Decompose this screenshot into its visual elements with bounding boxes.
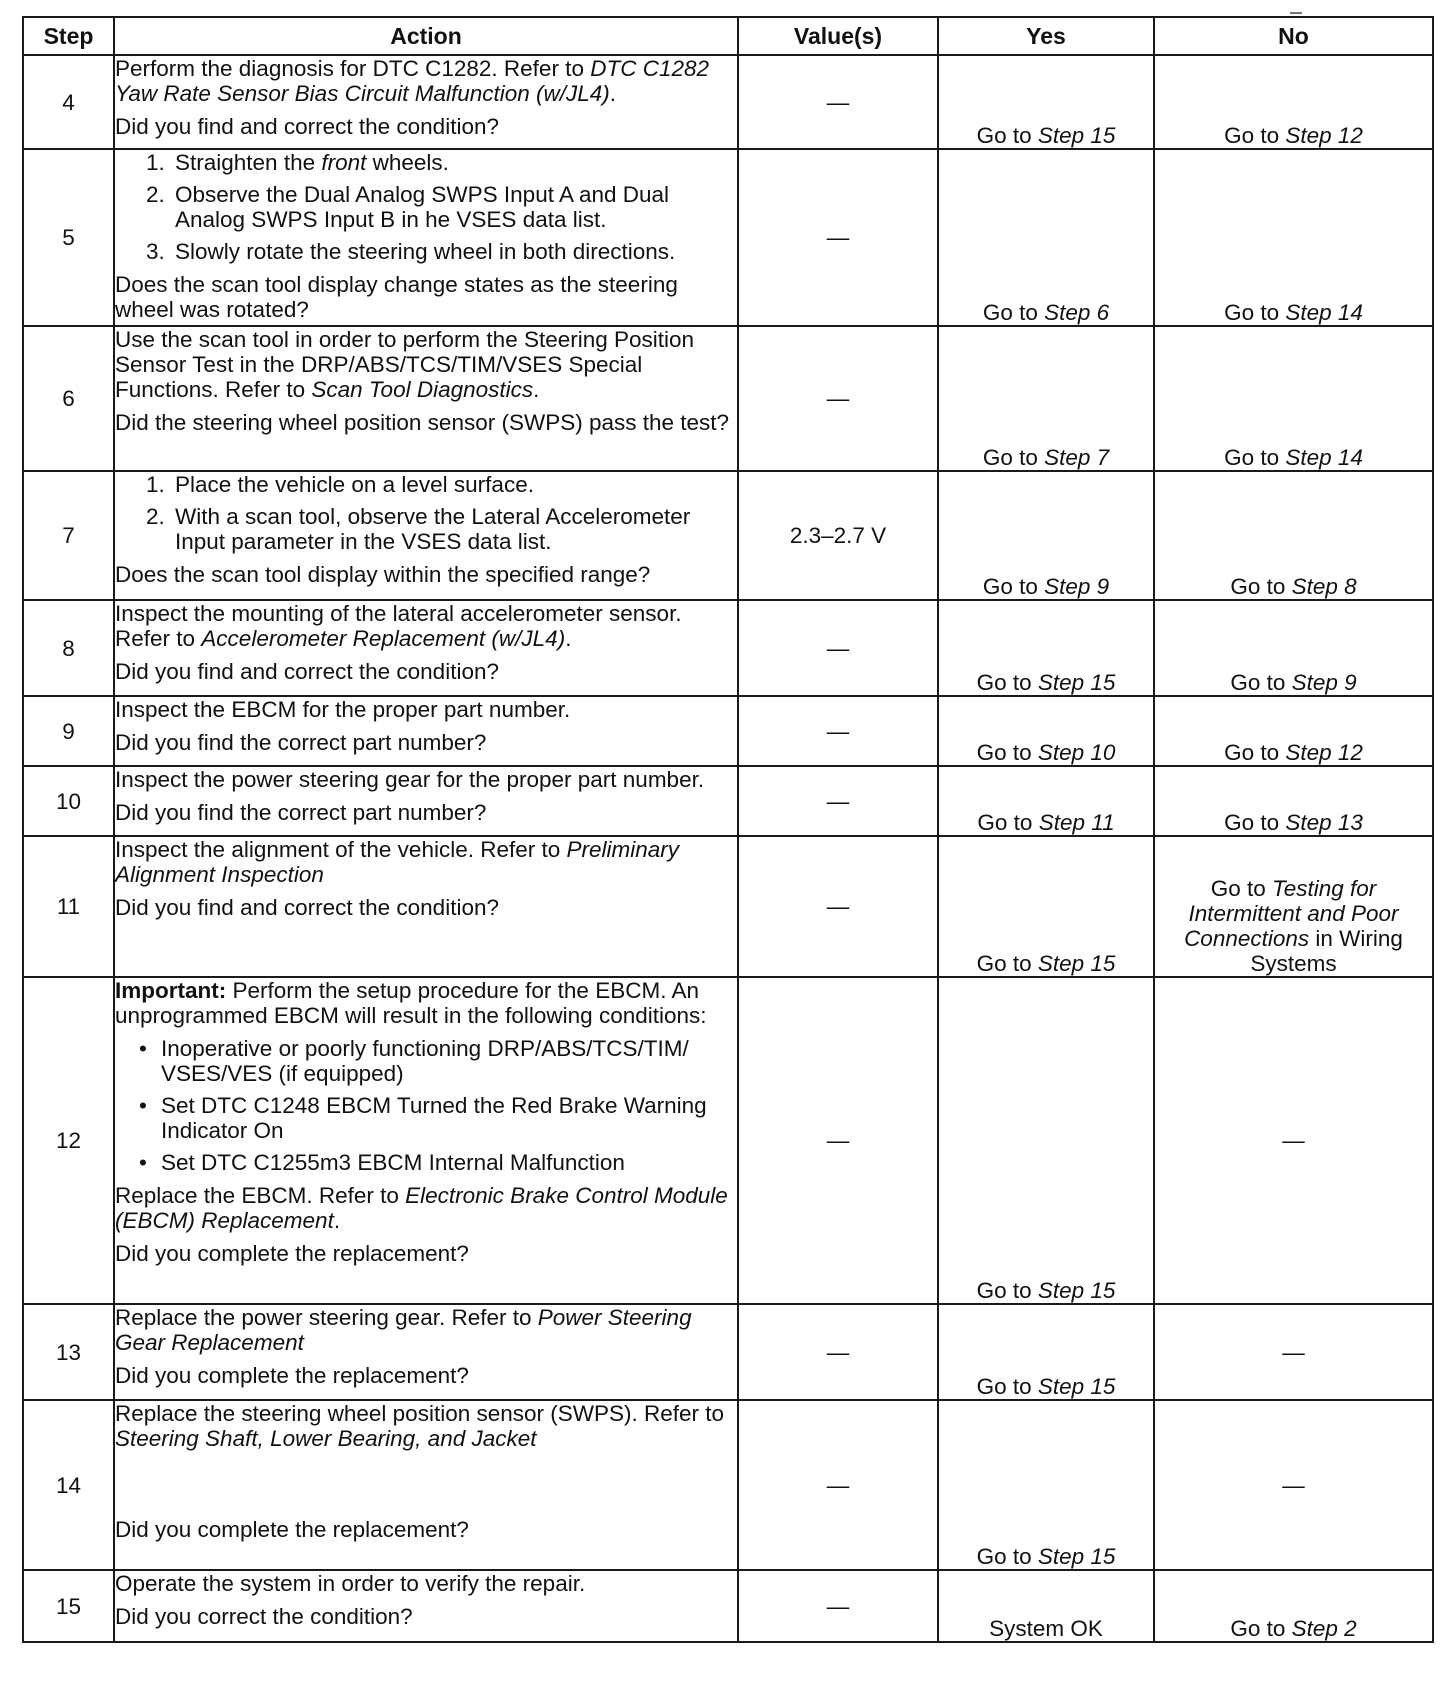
value-cell: —: [738, 326, 938, 471]
list-item: 2. Observe the Dual Analog SWPS Input A and Dual Analog SWPS Input B in he VSES data list.: [171, 182, 737, 232]
yes-cell: Go to Step 15: [938, 600, 1154, 696]
no-cell: Go to Step 14: [1154, 149, 1433, 326]
yes-cell: System OK: [938, 1570, 1154, 1642]
important-label: Important:: [115, 978, 227, 1003]
action-question: Did you correct the condition?: [115, 1604, 413, 1629]
yes-cell: Go to Step 6: [938, 149, 1154, 326]
table-row-step-4: [23, 55, 1433, 149]
yes-cell: Go to Step 15: [938, 1304, 1154, 1400]
step-number: 5: [23, 149, 114, 326]
step-number: 13: [23, 1304, 114, 1400]
table-row-step-13: [23, 1304, 1433, 1400]
header-no: No: [1154, 17, 1433, 55]
no-cell: Go to Step 14: [1154, 326, 1433, 471]
step-number: 7: [23, 471, 114, 600]
action-question: Did you find and correct the condition?: [115, 659, 499, 684]
action-cell: [114, 977, 738, 1304]
action-cell: [114, 149, 738, 326]
action-cell: [114, 1400, 738, 1570]
action-question: Did you find and correct the condition?: [115, 114, 499, 139]
action-cell: [114, 326, 738, 471]
action-cell: [114, 836, 738, 977]
action-cell: [114, 1570, 738, 1642]
action-question: Does the scan tool display change states as the steering wheel was rotated?: [115, 272, 678, 322]
action-text: Inspect the alignment of the vehicle. Refer to Preliminary Alignment Inspection: [115, 837, 680, 887]
no-cell: —: [1154, 1400, 1433, 1570]
value-cell: —: [738, 1304, 938, 1400]
value-cell: —: [738, 149, 938, 326]
step-number: 15: [23, 1570, 114, 1642]
no-cell: Go to Testing for Intermittent and Poor Connections in Wiring Systems: [1154, 836, 1433, 977]
action-question: Did you find the correct part number?: [115, 730, 487, 755]
yes-cell: Go to Step 15: [938, 55, 1154, 149]
diagnostic-table: [22, 16, 1434, 1643]
table-row-step-11: [23, 836, 1433, 977]
no-cell: Go to Step 8: [1154, 471, 1433, 600]
action-cell: [114, 696, 738, 766]
table-row-step-12: [23, 977, 1433, 1304]
list-item: 3. Slowly rotate the steering wheel in both directions.: [171, 239, 737, 264]
reference-link: Electronic Brake Control Module (EBCM) Replacement: [115, 1183, 728, 1233]
action-cell: [114, 766, 738, 836]
action-question: Did the steering wheel position sensor (SWPS) pass the test?: [115, 410, 730, 435]
header-values: Value(s): [738, 17, 938, 55]
action-question: Does the scan tool display within the specified range?: [115, 562, 651, 587]
action-cell: [114, 600, 738, 696]
table-row-step-5: [23, 149, 1433, 326]
action-text: Perform the diagnosis for DTC C1282. Refer to DTC C1282 Yaw Rate Sensor Bias Circuit Malfunction (w/JL4).: [115, 56, 709, 106]
reference-link: Preliminary Alignment Inspection: [115, 837, 680, 887]
no-cell: Go to Step 12: [1154, 55, 1433, 149]
value-cell: —: [738, 1570, 938, 1642]
value-cell: —: [738, 977, 938, 1304]
action-text: Inspect the mounting of the lateral accelerometer sensor. Refer to Accelerometer Replacement (w/JL4).: [115, 601, 682, 651]
table-row-step-15: [23, 1570, 1433, 1642]
value-cell: —: [738, 696, 938, 766]
reference-link: Scan Tool Diagnostics: [311, 377, 534, 402]
table-row-step-8: [23, 600, 1433, 696]
action-text: Operate the system in order to verify the repair.: [115, 1571, 586, 1596]
value-cell: 2.3–2.7 V: [738, 471, 938, 600]
value-cell: —: [738, 55, 938, 149]
margin-mark: [1290, 12, 1302, 14]
no-cell: Go to Step 9: [1154, 600, 1433, 696]
value-cell: —: [738, 1400, 938, 1570]
action-text: Replace the power steering gear. Refer to Power Steering Gear Replacement: [115, 1305, 692, 1355]
action-question: Did you complete the replacement?: [115, 1363, 469, 1388]
reference-link: Accelerometer Replacement (w/JL4): [201, 626, 566, 651]
table-row-step-14: [23, 1400, 1433, 1570]
header-row: [23, 17, 1433, 55]
table-row-step-6: [23, 326, 1433, 471]
bullet-list: [115, 1036, 737, 1175]
reference-link: DTC C1282 Yaw Rate Sensor Bias Circuit Malfunction (w/JL4): [115, 56, 709, 106]
step-number: 10: [23, 766, 114, 836]
action-cell: [114, 471, 738, 600]
step-number: 9: [23, 696, 114, 766]
action-question: Did you complete the replacement?: [115, 1517, 469, 1542]
action-question: Did you find the correct part number?: [115, 800, 487, 825]
action-question: Did you find and correct the condition?: [115, 895, 499, 920]
no-cell: Go to Step 13: [1154, 766, 1433, 836]
list-item: 1. Place the vehicle on a level surface.: [171, 472, 737, 497]
no-cell: —: [1154, 1304, 1433, 1400]
yes-cell: Go to Step 10: [938, 696, 1154, 766]
yes-cell: Go to Step 15: [938, 1400, 1154, 1570]
value-cell: —: [738, 836, 938, 977]
step-number: 8: [23, 600, 114, 696]
value-cell: —: [738, 600, 938, 696]
yes-cell: Go to Step 9: [938, 471, 1154, 600]
yes-cell: Go to Step 15: [938, 977, 1154, 1304]
action-question: Did you complete the replacement?: [115, 1241, 469, 1266]
no-cell: Go to Step 12: [1154, 696, 1433, 766]
reference-link: Steering Shaft, Lower Bearing, and Jacket: [115, 1426, 537, 1451]
list-item: • Set DTC C1255m3 EBCM Internal Malfunction: [161, 1150, 737, 1175]
action-text: Replace the EBCM. Refer to Electronic Brake Control Module (EBCM) Replacement.: [115, 1183, 728, 1233]
table-row-step-9: [23, 696, 1433, 766]
header-yes: Yes: [938, 17, 1154, 55]
value-cell: —: [738, 766, 938, 836]
no-cell: Go to Step 2: [1154, 1570, 1433, 1642]
important-note: Important: Perform the setup procedure for the EBCM. An unprogrammed EBCM will result in the following conditions:: [115, 978, 707, 1028]
header-step: Step: [23, 17, 114, 55]
step-number: 4: [23, 55, 114, 149]
action-cell: [114, 1304, 738, 1400]
action-text: Inspect the power steering gear for the proper part number.: [115, 767, 705, 792]
step-number: 12: [23, 977, 114, 1304]
action-text: Replace the steering wheel position sensor (SWPS). Refer to Steering Shaft, Lower Bearing, and Jacket: [115, 1401, 725, 1451]
list-item: 1. Straighten the front wheels.: [171, 150, 737, 175]
step-number: 14: [23, 1400, 114, 1570]
header-action: Action: [114, 17, 738, 55]
yes-cell: Go to Step 15: [938, 836, 1154, 977]
yes-cell: Go to Step 7: [938, 326, 1154, 471]
action-text: Inspect the EBCM for the proper part number.: [115, 697, 571, 722]
table-row-step-10: [23, 766, 1433, 836]
list-item: 2. With a scan tool, observe the Lateral Accelerometer Input parameter in the VSES data list.: [171, 504, 737, 554]
step-number: 11: [23, 836, 114, 977]
no-cell: —: [1154, 977, 1433, 1304]
numbered-list: [115, 150, 737, 264]
reference-link: Power Steering Gear Replacement: [115, 1305, 692, 1355]
action-cell: [114, 55, 738, 149]
list-item: • Inoperative or poorly functioning DRP/ABS/TCS/TIM/ VSES/VES (if equipped): [161, 1036, 737, 1086]
step-number: 6: [23, 326, 114, 471]
diagnostic-table-sheet: [22, 16, 1432, 1643]
list-item: • Set DTC C1248 EBCM Turned the Red Brake Warning Indicator On: [161, 1093, 737, 1143]
table-row-step-7: [23, 471, 1433, 600]
action-text: Use the scan tool in order to perform the Steering Position Sensor Test in the DRP/ABS/TCS/TIM/VSES Special Functions. Refer to Scan Tool Diagnostics.: [115, 327, 695, 402]
yes-cell: Go to Step 11: [938, 766, 1154, 836]
numbered-list: [115, 472, 737, 554]
